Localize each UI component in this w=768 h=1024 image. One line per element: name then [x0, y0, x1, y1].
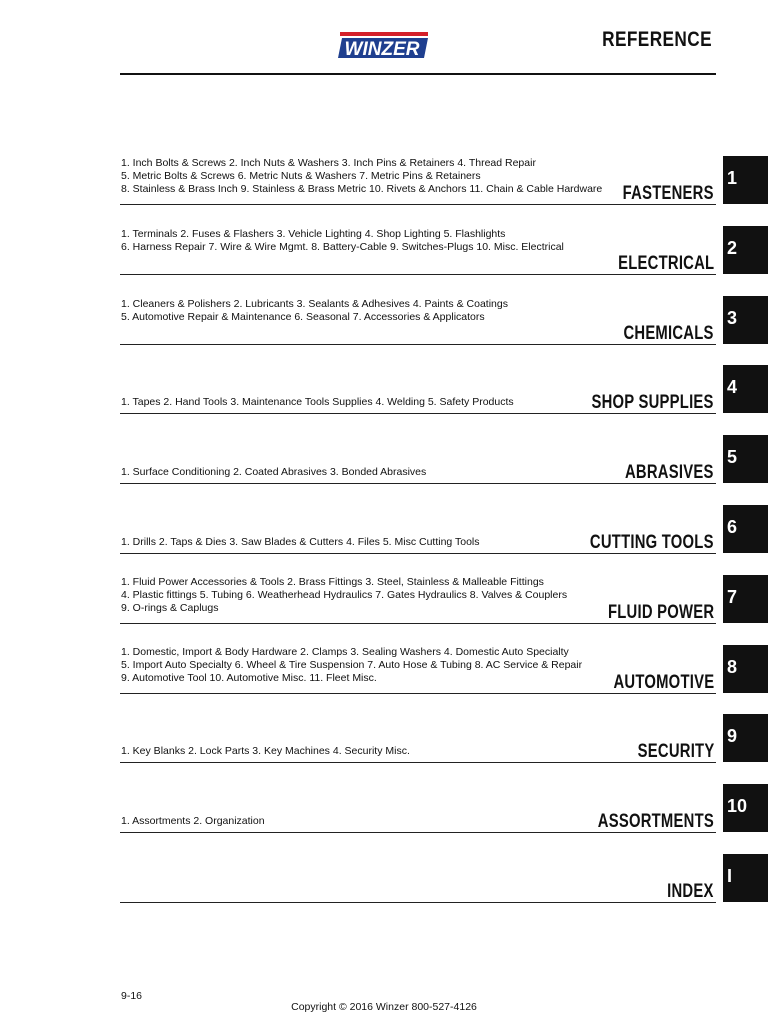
section-item-line: 1. Cleaners & Polishers 2. Lubricants 3. Sealants & Adhesives 4. Paints & Coatings: [121, 297, 508, 310]
section-item-line: 1. Surface Conditioning 2. Coated Abrasives 3. Bonded Abrasives: [121, 466, 427, 479]
section-items: [121, 466, 426, 479]
section-automotive: [120, 646, 716, 716]
section-label: INDEX: [667, 881, 714, 902]
section-label: ASSORTMENTS: [597, 811, 714, 833]
section-item-line: 4. Plastic fittings 5. Tubing 6. Weatherhead Hydraulics 7. Gates Hydraulics 8. Valves & Couplers: [121, 588, 568, 601]
section-tab-9[interactable]: 9: [723, 714, 768, 762]
section-chemicals: [120, 297, 716, 367]
copyright-text: Copyright © 2016 Winzer 800-527-4126: [291, 1001, 477, 1013]
section-rule: [120, 832, 716, 833]
section-tab-3[interactable]: 3: [723, 296, 768, 344]
section-label: CUTTING TOOLS: [590, 532, 714, 553]
section-tab-5[interactable]: 5: [723, 435, 768, 483]
section-shop-supplies: [120, 366, 716, 436]
section-label: AUTOMOTIVE: [613, 671, 714, 693]
section-item-line: 6. Harness Repair 7. Wire & Wire Mgmt. 8. Battery-Cable 9. Switches-Plugs 10. Misc. Electrical: [121, 240, 564, 253]
section-tab-8[interactable]: 8: [723, 645, 768, 693]
section-item-line: 1. Drills 2. Taps & Dies 3. Saw Blades & Cutters 4. Files 5. Misc Cutting Tools: [121, 536, 480, 548]
section-items: [121, 576, 567, 615]
section-items: [121, 536, 480, 549]
section-rule: [120, 274, 716, 275]
section-abrasives: [120, 436, 716, 506]
section-electrical: [120, 227, 716, 297]
section-tab-4[interactable]: 4: [723, 365, 768, 413]
section-rule: [120, 413, 716, 414]
section-rule: [120, 902, 716, 903]
section-rule: [120, 553, 716, 554]
section-rule: [120, 483, 716, 484]
section-items: [121, 745, 410, 758]
section-item-line: 1. Domestic, Import & Body Hardware 2. Clamps 3. Sealing Washers 4. Domestic Auto Specialty: [121, 645, 569, 658]
section-cutting-tools: [120, 506, 716, 576]
section-assortments: [120, 785, 716, 855]
section-tab-1[interactable]: 1: [723, 156, 768, 204]
section-tab-7[interactable]: 7: [723, 575, 768, 623]
section-items: [121, 298, 508, 324]
header-rule: [120, 73, 716, 75]
section-tab-2[interactable]: 2: [723, 226, 768, 274]
section-fluid-power: [120, 576, 716, 646]
section-item-line: 5. Metric Bolts & Screws 6. Metric Nuts & Washers 7. Metric Pins & Retainers: [121, 170, 481, 182]
section-item-line: 5. Import Auto Specialty 6. Wheel & Tire Suspension 7. Auto Hose & Tubing 8. AC Service & Repair: [121, 658, 583, 671]
section-security: [120, 715, 716, 785]
svg-text:WINZER: WINZER: [344, 39, 420, 60]
section-items: [121, 396, 514, 409]
section-items: [121, 646, 582, 685]
section-rule: [120, 693, 716, 694]
section-rule: [120, 762, 716, 763]
section-item-line: 1. Assortments 2. Organization: [121, 815, 265, 828]
section-item-line: 1. Terminals 2. Fuses & Flashers 3. Vehicle Lighting 4. Shop Lighting 5. Flashlights: [121, 227, 506, 240]
section-tab-i[interactable]: I: [723, 854, 768, 902]
section-item-line: 1. Tapes 2. Hand Tools 3. Maintenance Tools Supplies 4. Welding 5. Safety Products: [121, 396, 514, 409]
section-item-line: 1. Key Blanks 2. Lock Parts 3. Key Machines 4. Security Misc.: [121, 745, 410, 758]
page-number: 9-16: [121, 990, 143, 1002]
section-item-line: 8. Stainless & Brass Inch 9. Stainless & Brass Metric 10. Rivets & Anchors 11. Chain & Cable Hardware: [121, 183, 603, 195]
section-label: ABRASIVES: [625, 462, 714, 484]
section-item-line: 1. Fluid Power Accessories & Tools 2. Brass Fittings 3. Steel, Stainless & Malleable Fittings: [121, 575, 544, 588]
section-items: [121, 815, 265, 828]
section-index: [120, 855, 716, 925]
section-fasteners: [120, 157, 716, 227]
section-item-line: 5. Automotive Repair & Maintenance 6. Seasonal 7. Accessories & Applicators: [121, 310, 485, 323]
section-label: FASTENERS: [622, 183, 714, 204]
section-tab-10[interactable]: 10: [723, 784, 768, 832]
section-label: SHOP SUPPLIES: [591, 392, 714, 414]
section-items: [121, 157, 602, 196]
section-label: FLUID POWER: [607, 601, 714, 623]
section-rule: [120, 623, 716, 624]
section-tab-6[interactable]: 6: [723, 505, 768, 553]
section-rule: [120, 204, 716, 205]
section-item-line: 9. Automotive Tool 10. Automotive Misc. 11. Fleet Misc.: [121, 671, 377, 684]
section-items: [121, 228, 564, 254]
section-label: SECURITY: [637, 741, 714, 763]
page-title: REFERENCE: [602, 28, 712, 51]
section-label: ELECTRICAL: [617, 252, 714, 274]
section-item-line: 1. Inch Bolts & Screws 2. Inch Nuts & Washers 3. Inch Pins & Retainers 4. Thread Repair: [121, 157, 536, 169]
section-label: CHEMICALS: [623, 322, 714, 344]
section-item-line: 9. O-rings & Caplugs: [121, 601, 219, 614]
section-rule: [120, 344, 716, 345]
winzer-logo: [338, 30, 430, 62]
